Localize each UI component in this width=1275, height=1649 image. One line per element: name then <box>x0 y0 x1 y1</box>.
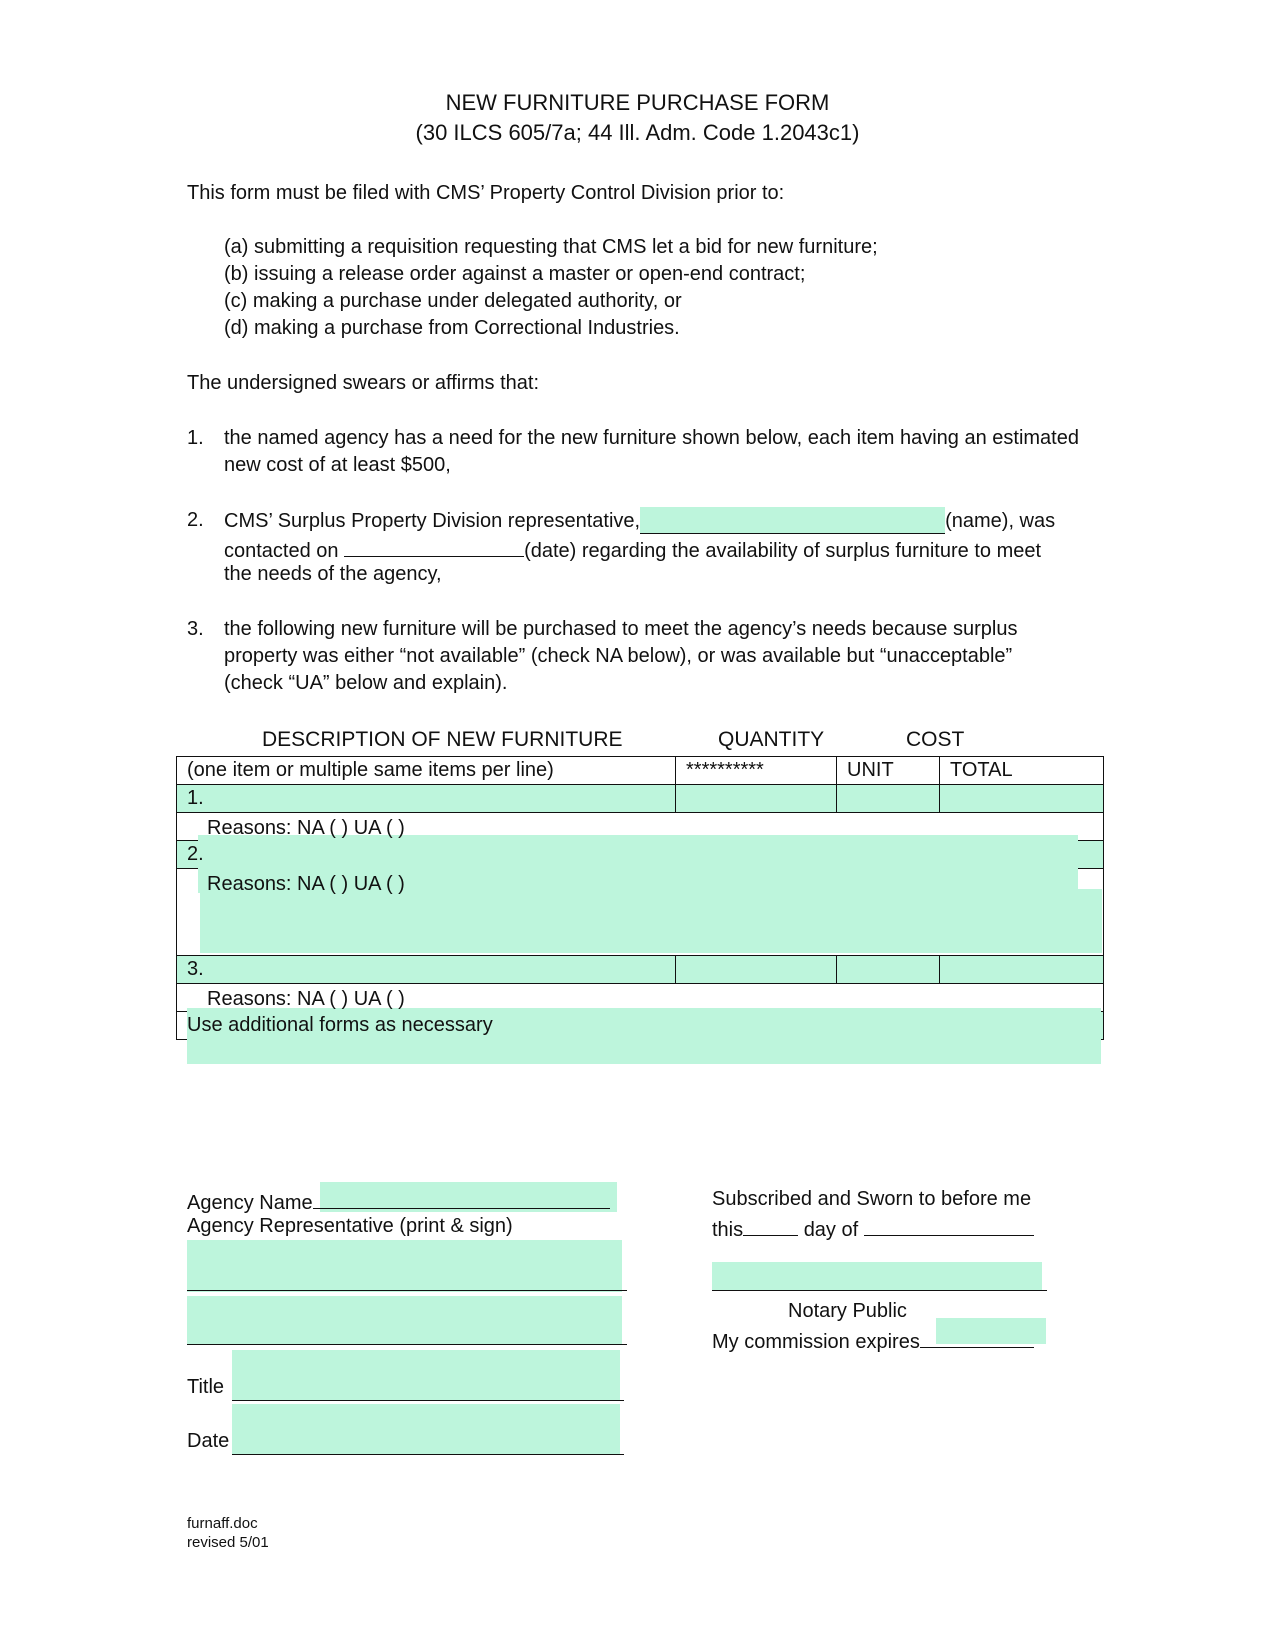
form-title: NEW FURNITURE PURCHASE FORM <box>445 90 830 115</box>
notary-signature-field[interactable] <box>712 1262 1042 1290</box>
condition-b: (b) issuing a release order against a master or open-end contract; <box>224 263 806 285</box>
commission-underline <box>920 1325 1034 1348</box>
extra-total-field[interactable] <box>940 1012 1104 1040</box>
notary-day-field[interactable] <box>743 1213 798 1236</box>
statement-1-number: 1. <box>187 427 204 449</box>
agency-rep-print-field[interactable] <box>187 1240 622 1292</box>
statement-2-number: 2. <box>187 509 204 531</box>
subheader-unit: UNIT <box>847 759 894 781</box>
heading-cost: COST <box>906 728 965 751</box>
statement-2-line-2-prefix: contacted on <box>224 540 339 562</box>
statement-2-line-2 <box>224 534 1041 564</box>
extra-unit-field[interactable] <box>837 1012 940 1040</box>
item-2-reasons-field[interactable] <box>200 889 1102 953</box>
table-row <box>177 869 1104 956</box>
item-2-description-field[interactable] <box>177 841 676 869</box>
item-2-total-field[interactable] <box>940 841 1104 869</box>
title-field[interactable] <box>232 1350 620 1400</box>
item-3-reasons-label: Reasons: NA ( ) UA ( ) <box>207 988 405 1010</box>
table-row <box>177 813 1104 841</box>
item-3-number: 3. <box>187 958 204 980</box>
date-field[interactable] <box>232 1404 620 1454</box>
subheader-total-cell <box>940 757 1104 785</box>
notary-day-line <box>712 1213 1034 1243</box>
agency-rep-sign-underline <box>187 1344 627 1345</box>
footer-note: Use additional forms as necessary <box>187 1014 493 1036</box>
table-subheader-row <box>177 757 1104 785</box>
subheader-quantity: ********** <box>686 759 764 781</box>
form-citation: (30 ILCS 605/7a; 44 Ill. Adm. Code 1.2043c1) <box>415 120 860 145</box>
condition-a: (a) submitting a requisition requesting that CMS let a bid for new furniture; <box>224 236 878 258</box>
table-footer-row <box>177 1012 1104 1040</box>
statement-3-line-2: property was either “not available” (check NA below), or was available but “unacceptable” <box>224 645 1013 667</box>
item-1-number: 1. <box>187 787 204 809</box>
subheader-total: TOTAL <box>950 759 1013 781</box>
subheader-description: (one item or multiple same items per line) <box>187 759 554 781</box>
item-1-total-field[interactable] <box>940 785 1104 813</box>
surplus-rep-name-field[interactable] <box>640 507 945 534</box>
item-3-unit-field[interactable] <box>837 956 940 984</box>
commission-line <box>712 1325 1034 1355</box>
subheader-quantity-cell <box>676 757 837 785</box>
agency-rep-print-underline <box>187 1290 627 1291</box>
condition-c: (c) making a purchase under delegated authority, or <box>224 290 682 312</box>
agency-rep-label: Agency Representative (print & sign) <box>187 1215 513 1237</box>
notary-day-of-label: day of <box>803 1219 859 1241</box>
intro-text: This form must be filed with CMS’ Property Control Division prior to: <box>187 182 785 204</box>
footer-note-cell <box>177 1012 676 1040</box>
table-row <box>177 785 1104 813</box>
item-1-unit-field[interactable] <box>837 785 940 813</box>
table-row <box>177 841 1104 869</box>
statement-3-number: 3. <box>187 618 204 640</box>
statement-2-line-1-suffix: (name), was <box>945 510 1056 532</box>
item-3-total-field[interactable] <box>940 956 1104 984</box>
statement-3-line-3: (check “UA” below and explain). <box>224 672 508 694</box>
table-row <box>177 984 1104 1012</box>
agency-rep-sign-field[interactable] <box>187 1296 622 1344</box>
notary-subscribed: Subscribed and Sworn to before me <box>712 1188 1032 1210</box>
item-3-description-field[interactable] <box>177 956 676 984</box>
agency-name-underline <box>313 1186 610 1209</box>
subheader-description-cell <box>177 757 676 785</box>
notary-this-label: this <box>712 1219 744 1241</box>
heading-quantity: QUANTITY <box>718 728 825 751</box>
affirm-intro: The undersigned swears or affirms that: <box>187 372 540 394</box>
item-2-unit-field[interactable] <box>837 841 940 869</box>
subheader-unit-cell <box>837 757 940 785</box>
statement-3-line-1: the following new furniture will be purchased to meet the agency’s needs because surplus <box>224 618 1018 640</box>
statement-1-line-1: the named agency has a need for the new furniture shown below, each item having an estimated <box>224 427 1079 449</box>
item-1-description-field[interactable] <box>177 785 676 813</box>
item-3-quantity-field[interactable] <box>676 956 837 984</box>
item-1-quantity-field[interactable] <box>676 785 837 813</box>
heading-description: DESCRIPTION OF NEW FURNITURE <box>262 728 623 751</box>
notary-public-label: Notary Public <box>788 1300 907 1322</box>
statement-2-line-3: the needs of the agency, <box>224 563 442 585</box>
item-1-reasons-cell <box>177 813 1104 841</box>
item-1-reasons-label: Reasons: NA ( ) UA ( ) <box>207 817 405 839</box>
furniture-table <box>176 756 1104 1040</box>
item-2-reasons-cell <box>177 869 1104 956</box>
footer-filename: furnaff.doc <box>187 1515 258 1532</box>
item-2-quantity-field[interactable] <box>676 841 837 869</box>
item-3-reasons-cell <box>177 984 1104 1012</box>
commission-label: My commission expires <box>712 1331 920 1353</box>
title-label: Title <box>187 1376 225 1398</box>
notary-signature-underline <box>712 1290 1047 1291</box>
title-underline <box>232 1400 624 1401</box>
agency-name-line <box>187 1186 610 1216</box>
contact-date-field[interactable] <box>344 534 524 557</box>
condition-d: (d) making a purchase from Correctional Industries. <box>224 317 680 339</box>
statement-2-line-1 <box>224 507 1055 534</box>
item-2-number: 2. <box>187 843 204 865</box>
date-underline <box>232 1454 624 1455</box>
notary-month-field[interactable] <box>864 1213 1034 1236</box>
footer-revised: revised 5/01 <box>187 1534 269 1551</box>
statement-2-line-1-prefix: CMS’ Surplus Property Division representative, <box>224 510 641 532</box>
item-2-reasons-label: Reasons: NA ( ) UA ( ) <box>207 873 405 895</box>
table-row <box>177 956 1104 984</box>
date-label: Date <box>187 1430 230 1452</box>
statement-1-line-2: new cost of at least $500, <box>224 454 451 476</box>
statement-2-line-2-suffix: (date) regarding the availability of surplus furniture to meet <box>524 540 1042 562</box>
agency-name-label: Agency Name <box>187 1192 313 1214</box>
extra-quantity-field[interactable] <box>676 1012 837 1040</box>
